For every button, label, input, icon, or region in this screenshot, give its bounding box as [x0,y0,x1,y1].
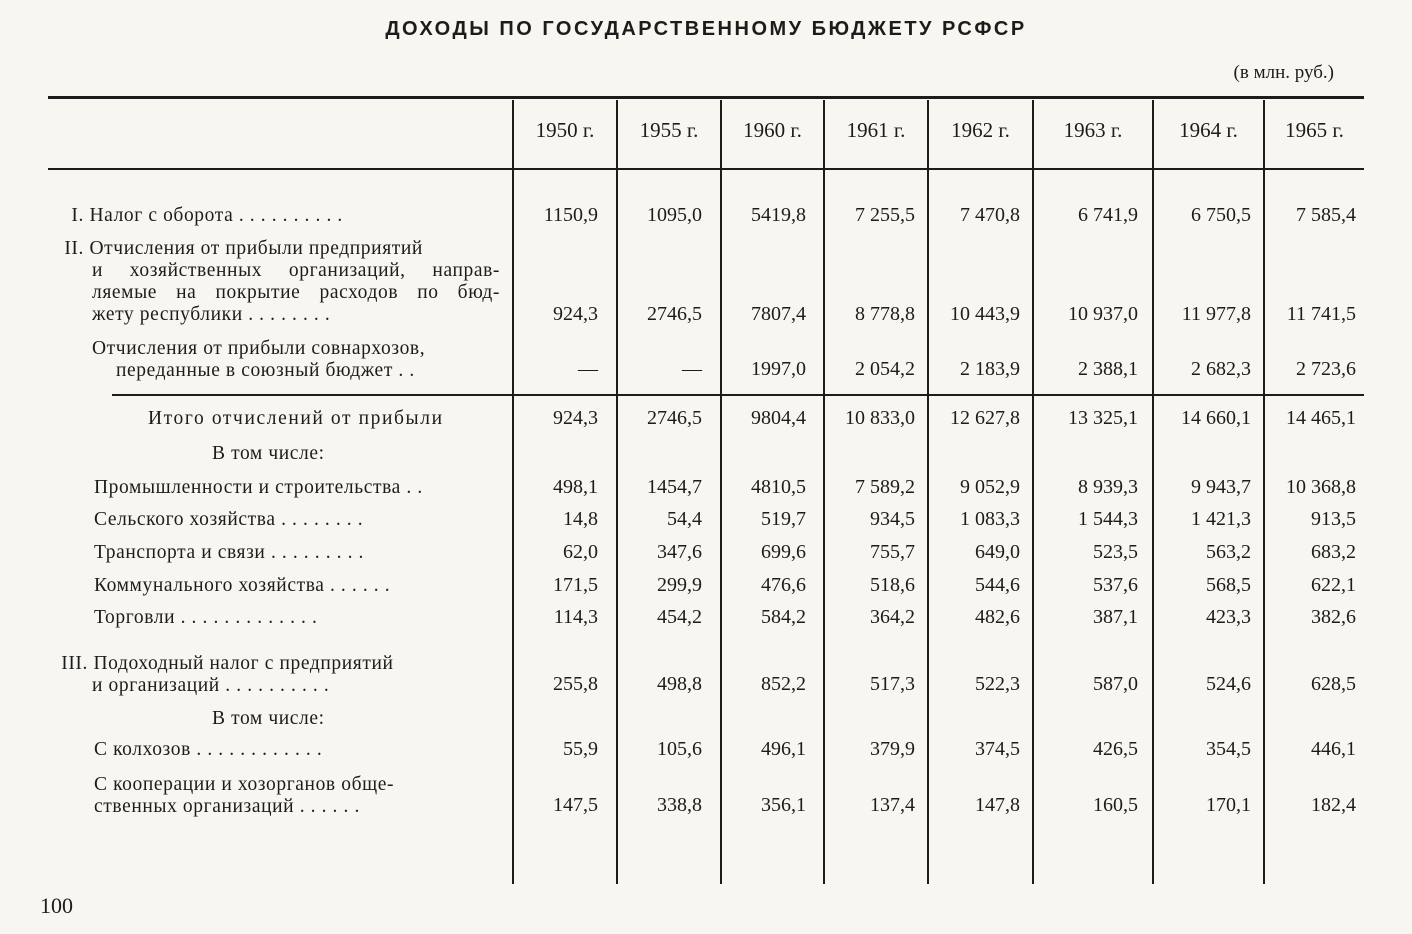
value-cell: 160,5 [1093,794,1138,816]
value-cell: 171,5 [553,574,598,596]
value-cell: — [578,358,598,380]
row-text: ственных организаций [94,796,295,817]
leader-dots: . . . . . . . . . . [225,675,330,696]
value-cell: 9804,4 [751,407,806,429]
value-cell: 454,2 [657,606,702,628]
value-cell: 7807,4 [751,303,806,325]
row-text: Транспорта и связи [94,542,266,563]
value-cell: 6 750,5 [1191,204,1251,226]
row-label [94,477,503,499]
row-text: и организаций [92,675,220,696]
value-cell: 356,1 [761,794,806,816]
row-text: С колхозов [94,739,191,760]
value-cell: 924,3 [553,407,598,429]
value-cell: 563,2 [1206,541,1251,563]
row-text: Налог с оборота [89,205,234,226]
value-cell: 649,0 [975,541,1020,563]
value-cell: 364,2 [870,606,915,628]
value-cell: 476,6 [761,574,806,596]
value-cell: 8 939,3 [1078,476,1138,498]
leader-dots: . . . . . . . . [248,304,331,325]
value-cell: 182,4 [1311,794,1356,816]
value-cell: 584,2 [761,606,806,628]
leader-dots: . . [398,360,415,381]
value-cell: 114,3 [553,606,598,628]
value-cell: 498,8 [657,673,702,695]
table-title: ДОХОДЫ ПО ГОСУДАРСТВЕННОМУ БЮДЖЕТУ РСФСР [385,18,1027,40]
value-cell: 699,6 [761,541,806,563]
value-cell: 622,1 [1311,574,1356,596]
value-cell: 426,5 [1093,738,1138,760]
value-cell: 5419,8 [751,204,806,226]
value-cell: 522,3 [975,673,1020,695]
value-cell: 852,2 [761,673,806,695]
roman-numeral: III. [61,653,88,674]
value-cell: 55,9 [563,738,598,760]
value-cell: 14 465,1 [1286,407,1356,429]
year-header: 1962 г. [951,118,1010,142]
value-cell: 544,6 [975,574,1020,596]
value-cell: 924,3 [553,303,598,325]
row-text: Подоходный налог с предприятий [93,653,394,674]
row-label [94,796,503,818]
value-cell: 628,5 [1311,673,1356,695]
value-cell: 10 937,0 [1068,303,1138,325]
value-cell: 7 255,5 [855,204,915,226]
leader-dots: . . [406,477,423,498]
year-header: 1955 г. [639,118,699,142]
value-cell: 1454,7 [647,476,702,498]
value-cell: 10 833,0 [845,407,915,429]
value-cell: 423,3 [1206,606,1251,628]
value-cell: 6 741,9 [1078,204,1138,226]
value-cell: 11 741,5 [1286,303,1356,325]
value-cell: 14,8 [563,508,598,530]
value-cell: 147,8 [975,794,1020,816]
row-text: Отчисления от прибыли совнархозов, [92,338,426,359]
value-cell: 338,8 [657,794,702,816]
value-cell: — [682,358,702,380]
value-cell: 7 585,4 [1296,204,1356,226]
value-cell: 12 627,8 [950,407,1020,429]
subheading: В том числе: [212,708,325,729]
row-label [48,653,503,675]
value-cell: 379,9 [870,738,915,760]
value-cell: 517,3 [870,673,915,695]
value-cell: 2746,5 [647,407,702,429]
value-cell: 10 443,9 [950,303,1020,325]
row-text: жету республики [92,304,243,325]
row-label [92,675,503,697]
year-header: 1965 г. [1285,118,1344,142]
value-cell: 105,6 [657,738,702,760]
row-label [48,205,503,227]
row-label [116,360,503,382]
value-cell: 374,5 [975,738,1020,760]
row-text: Торговли [94,607,176,628]
value-cell: 1997,0 [751,358,806,380]
value-cell: 382,6 [1311,606,1356,628]
value-cell: 11 977,8 [1181,303,1251,325]
row-text: Коммунального хозяйства [94,575,325,596]
value-cell: 587,0 [1093,673,1138,695]
leader-dots: . . . . . . . . . . . . [196,739,323,760]
value-cell: 568,5 [1206,574,1251,596]
value-cell: 913,5 [1311,508,1356,530]
roman-numeral: I. [71,205,84,226]
row-text: Сельского хозяйства [94,509,276,530]
row-text: Отчисления от прибыли предприятий [89,238,423,259]
row-text: переданные в союзный бюджет [116,360,393,381]
value-cell: 9 052,9 [960,476,1020,498]
value-cell: 755,7 [870,541,915,563]
subheading: В том числе: [212,443,325,464]
value-cell: 14 660,1 [1181,407,1251,429]
value-cell: 4810,5 [751,476,806,498]
value-cell: 54,4 [667,508,702,530]
value-cell: 518,6 [870,574,915,596]
value-cell: 7 470,8 [960,204,1020,226]
top-rule [48,96,1364,99]
year-header: 1961 г. [846,118,906,142]
value-cell: 524,6 [1206,673,1251,695]
value-cell: 354,5 [1206,738,1251,760]
year-header: 1950 г. [535,118,595,142]
year-header: 1960 г. [743,118,802,142]
leader-dots: . . . . . . . . . . . . . [180,607,318,628]
value-cell: 2 054,2 [855,358,915,380]
value-cell: 147,5 [553,794,598,816]
value-cell: 496,1 [761,738,806,760]
leader-dots: . . . . . . . . . [270,542,365,563]
row-label [94,542,503,564]
value-cell: 170,1 [1206,794,1251,816]
year-header: 1964 г. [1179,118,1238,142]
value-cell: 1 544,3 [1078,508,1138,530]
row-label [94,509,503,531]
row-label [94,575,503,597]
value-cell: 482,6 [975,606,1020,628]
year-header: 1963 г. [1063,118,1123,142]
value-cell: 498,1 [553,476,598,498]
value-cell: 1 083,3 [960,508,1020,530]
leader-dots: . . . . . . [329,575,391,596]
row-text: Промышленности и строительства [94,477,401,498]
value-cell: 1 421,3 [1191,508,1251,530]
value-cell: 519,7 [761,508,806,530]
leader-dots: . . . . . . . . [281,509,364,530]
row-label [48,238,503,260]
total-rule [112,394,1364,396]
value-cell: 387,1 [1093,606,1138,628]
value-cell: 9 943,7 [1191,476,1251,498]
row-text: и хозяйственных организаций, направ- [92,260,500,281]
value-cell: 10 368,8 [1286,476,1356,498]
leader-dots: . . . . . . . . . . [238,205,343,226]
row-label [94,607,503,629]
value-cell: 7 589,2 [855,476,915,498]
roman-numeral: II. [64,238,84,259]
total-label: Итого отчислений от прибыли [148,408,444,429]
row-label [92,304,503,326]
value-cell: 2746,5 [647,303,702,325]
value-cell: 1095,0 [647,204,702,226]
row-text: ляемые на покрытие расходов по бюд- [92,282,500,303]
leader-dots: . . . . . . [299,796,360,817]
value-cell: 2 388,1 [1078,358,1138,380]
value-cell: 683,2 [1311,541,1356,563]
page-number: 100 [40,893,73,918]
row-label [94,739,503,761]
value-cell: 255,8 [553,673,598,695]
value-cell: 8 778,8 [855,303,915,325]
value-cell: 2 183,9 [960,358,1020,380]
unit-note: (в млн. руб.) [1233,62,1334,83]
value-cell: 1150,9 [543,204,598,226]
value-cell: 299,9 [657,574,702,596]
value-cell: 537,6 [1093,574,1138,596]
value-cell: 523,5 [1093,541,1138,563]
value-cell: 137,4 [870,794,915,816]
row-text: С кооперации и хозорганов обще- [94,774,395,795]
value-cell: 347,6 [657,541,702,563]
value-cell: 446,1 [1311,738,1356,760]
value-cell: 934,5 [870,508,915,530]
header-rule [48,168,1364,170]
value-cell: 13 325,1 [1068,407,1138,429]
value-cell: 62,0 [563,541,598,563]
value-cell: 2 723,6 [1296,358,1356,380]
value-cell: 2 682,3 [1191,358,1251,380]
